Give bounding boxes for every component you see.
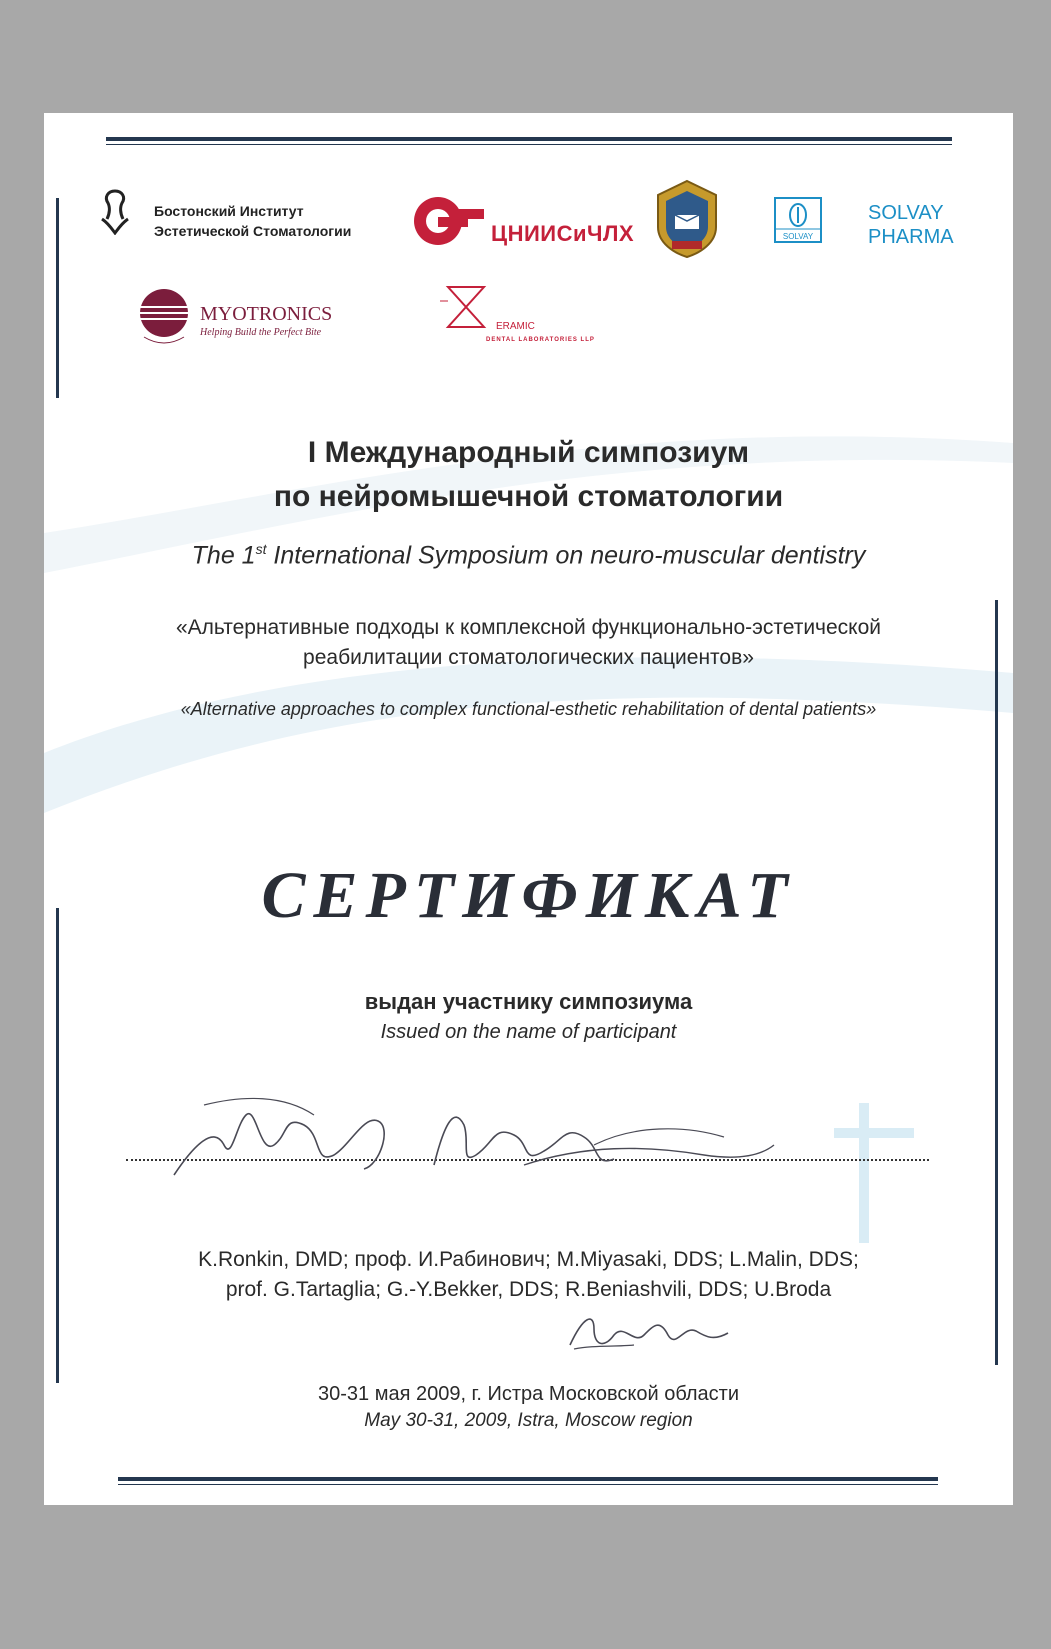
symposium-title-en: The 1st International Symposium on neuro-muscular dentistry [191, 541, 866, 570]
symposium-title-ru: I Международный симпозиум по нейромышечной стоматологии [273, 436, 784, 513]
signatories: K.Ronkin, DMD; проф. И.Рабинович; M.Miyasaki, DDS; L.Malin, DDS; prof. G.Tartaglia; G.-Y.Bekker, DDS; R.Beniashvili, DDS; U.Broda [198, 1248, 859, 1301]
symposium-theme-ru: «Альтернативные подходы к комплексной функционально-эстетической реабилитации стоматологических пациентов» [175, 616, 882, 669]
myotronics-logo-mark [134, 287, 198, 349]
bisc-logo-text: Бостонский Институт Эстетической Стоматологии [154, 203, 352, 239]
certificate-sheet [44, 113, 1013, 1505]
solvay-pharma-text: SOLVAY PHARMA [868, 202, 954, 248]
certificate-heading: СЕРТИФИКАТ [261, 859, 796, 932]
crest-emblem [650, 177, 724, 259]
top-rule-thin [106, 144, 952, 145]
tsnii-logo-text: ЦНИИСиЧЛХ [491, 221, 635, 246]
ceramic-logo-mark [436, 283, 496, 333]
bottom-rule [118, 1477, 938, 1481]
svg-text:SOLVAY: SOLVAY [782, 232, 814, 241]
ceramic-name: ERAMIC [496, 321, 535, 332]
tsnii-logo-mark [410, 191, 490, 251]
symposium-theme-en: «Alternative approaches to complex functional-esthetic rehabilitation of dental patients» [180, 699, 877, 719]
ceramic-subtitle: DENTAL LABORATORIES LLP [486, 337, 595, 343]
top-rule [106, 137, 952, 141]
tooth-flower-logo [98, 189, 132, 235]
myotronics-tagline: Helping Build the Perfect Bite [200, 327, 322, 338]
myotronics-name: MYOTRONICS [200, 303, 333, 325]
left-rule-top [56, 198, 59, 398]
left-rule-bottom [56, 908, 59, 1383]
issued-to-en: Issued on the name of participant [380, 1021, 677, 1043]
signature-bottom [564, 1305, 754, 1357]
issued-to-ru: выдан участнику симпозиума [364, 989, 693, 1014]
signatures-scribble [164, 1085, 784, 1195]
bottom-rule-thin [118, 1484, 938, 1485]
event-date-ru: 30-31 мая 2009, г. Истра Московской области [317, 1383, 739, 1405]
event-date-en: May 30-31, 2009, Istra, Moscow region [364, 1410, 693, 1431]
solvay-logo-mark [774, 197, 822, 243]
